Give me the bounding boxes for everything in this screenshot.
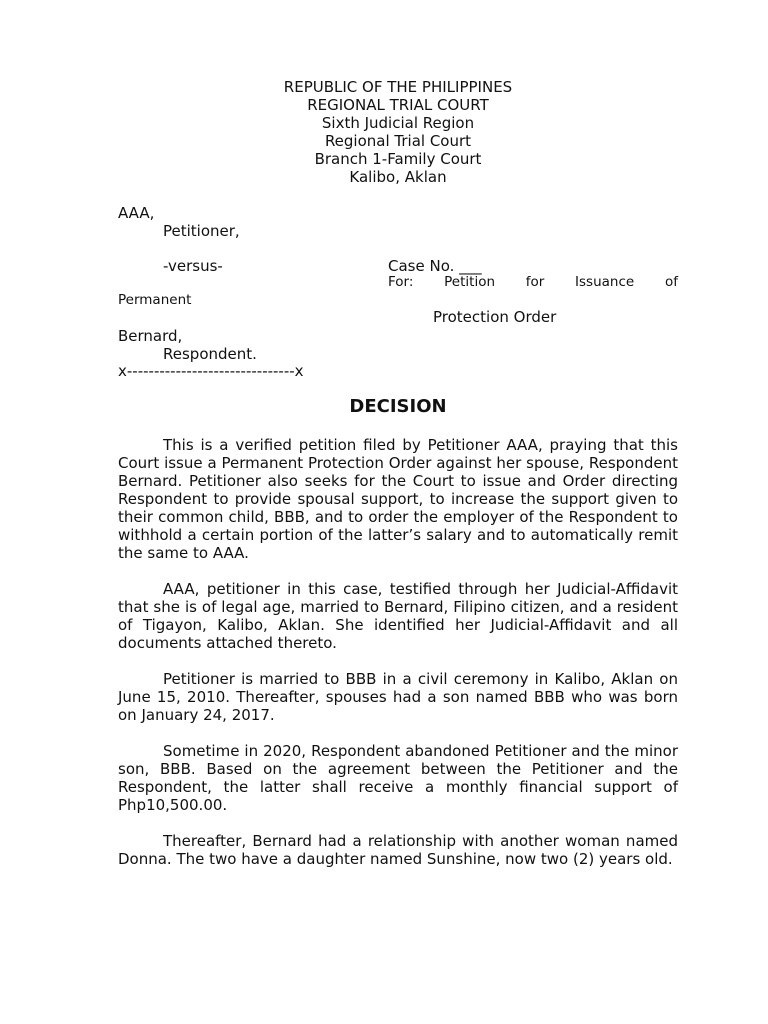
body-paragraph: Thereafter, Bernard had a relationship with another woman named Donna. The two have a daughter named Sunshine, now two (2) years old. [118, 832, 678, 868]
caption-separator: x-------------------------------x [118, 362, 304, 380]
header-line-branch: Branch 1-Family Court [314, 150, 482, 168]
petitioner-name: AAA, [118, 204, 155, 222]
petitioner-role: Petitioner, [163, 222, 240, 240]
respondent-name: Bernard, [118, 327, 183, 345]
body-paragraph: Sometime in 2020, Respondent abandoned Petitioner and the minor son, BBB. Based on the agreement between the Petitioner and the Respondent, the latter shall receive a monthly financial support of Php10,500.00. [118, 742, 678, 814]
for-word: Petition [444, 274, 496, 290]
for-word: of [664, 274, 678, 290]
for-word: for [525, 274, 545, 290]
court-header [0, 78, 768, 186]
header-line-region: Sixth Judicial Region [321, 114, 475, 132]
header-line-republic: REPUBLIC OF THE PHILIPPINES [283, 78, 513, 96]
for-word: For: [388, 274, 414, 290]
body-paragraph: This is a verified petition filed by Petitioner AAA, praying that this Court issue a Permanent Protection Order against her spouse, Respondent Bernard. Petitioner also seeks for the Court to issue and Order directing Respondent to provide spousal support, to increase the support given to their common child, BBB, and to order the employer of the Respondent to withhold a certain portion of the latter’s salary and to automatically remit the same to AAA. [118, 436, 678, 562]
for-word: Issuance [575, 274, 635, 290]
header-line-court: Regional Trial Court [324, 132, 472, 150]
for-line-protection-order: Protection Order [433, 308, 557, 326]
for-line [388, 273, 678, 291]
respondent-role: Respondent. [163, 345, 257, 363]
decision-body [118, 436, 678, 886]
body-paragraph: AAA, petitioner in this case, testified through her Judicial-Affidavit that she is of legal age, married to Bernard, Filipino citizen, and a resident of Tigayon, Kalibo, Aklan. She identified her Judicial-Affidavit and all documents attached thereto. [118, 580, 678, 652]
versus-label: -versus- [163, 257, 223, 275]
header-line-location: Kalibo, Aklan [349, 168, 447, 186]
for-line-permanent: Permanent [118, 292, 192, 308]
case-number: Case No. ___ [388, 257, 482, 275]
body-paragraph: Petitioner is married to BBB in a civil ceremony in Kalibo, Aklan on June 15, 2010. Thereafter, spouses had a son named BBB who was born on January 24, 2017. [118, 670, 678, 724]
document-title: DECISION [349, 396, 447, 417]
header-line-rtc: REGIONAL TRIAL COURT [307, 96, 489, 114]
